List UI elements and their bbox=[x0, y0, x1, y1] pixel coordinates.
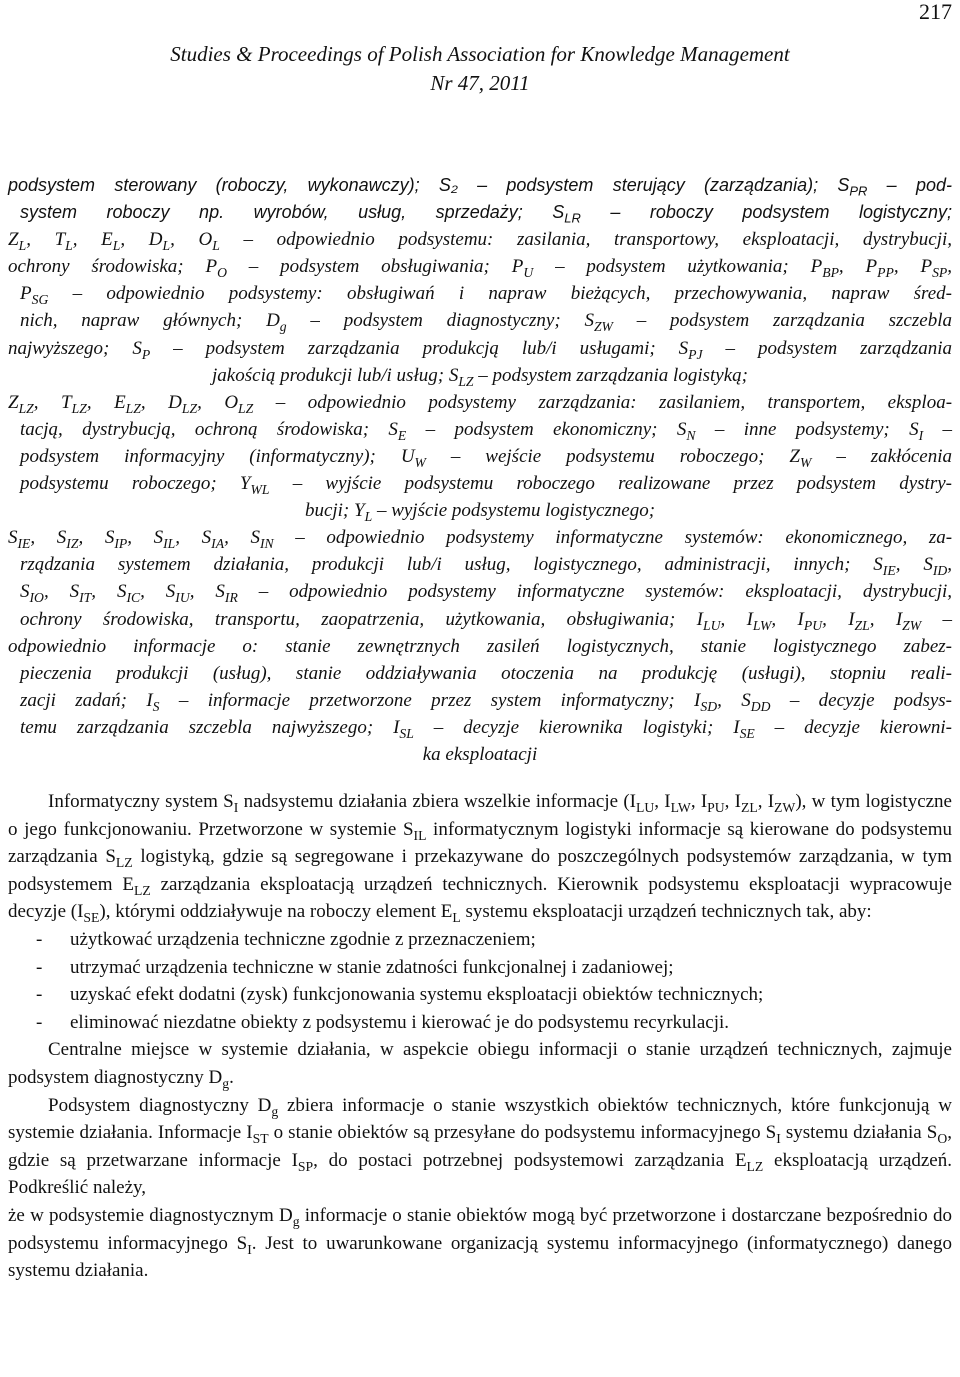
list-item-text: eliminować niezdatne obiekty z podsystemu i kierować je do podsystemu recyrkulacji. bbox=[70, 1011, 729, 1033]
legend-line: $Z_{LZ}$, $T_{LZ}$, $E_{LZ}$, $D_{LZ}$, $O_{LZ}$ – odpowiednio podsystemy zarządzania: zasilaniem, transportem, eksploa- bbox=[8, 391, 953, 416]
list-dash: - bbox=[36, 956, 43, 978]
list-dash: - bbox=[36, 1011, 43, 1033]
legend-line: $S_{IO}$, $S_{IT}$, $S_{IC}$, $S_{IU}$, $S_{IR}$ – odpowiednio podsystemy informatyczne systemów: eksploatacji, dystrybucji, bbox=[20, 581, 953, 606]
requirements-list bbox=[8, 926, 952, 1036]
paragraph-1: Informatyczny system $S_I$ nadsystemu działania zbiera wszelkie informacje ($I_{LU}$, $I_{LW}$, $I_{PU}$, $I_{ZL}$, $I_{ZW}$), w tym logistyczne o jego funkcjonowaniu. Przetworzone w systemie $S_{IL}$ informatycznym logistyki informacje są kierowane do podsystemu zarządzania $S_{LZ}$ logistyką, gdzie są segregowane i przekazywane do poszczególnych podsystemów zarządzania, w tym podsystemem $E_{LZ}$ zarządzania eksploatacją urządzeń technicznych. Kierownik podsystemu eksploatacji wypracowuje decyzje $(I_{SE})$, którymi oddziaływuje na roboczy element $E_L$ systemu eksploatacji urządzeń technicznych tak, aby: bbox=[8, 791, 952, 926]
legend-line: ochrony środowiska, transportu, zaopatrzenia, użytkowania, obsługiwania; $I_{LU}$, $I_{LW}$, $I_{PU}$, $I_{ZL}$, $I_{ZW}$ – bbox=[20, 608, 953, 633]
list-item-text: utrzymać urządzenia techniczne w stanie zdatności funkcjonalnej i zadaniowej; bbox=[70, 956, 674, 978]
legend-line: nich, napraw głównych; $D_g$ – podsystem diagnostyczny; $S_{ZW}$ – podsystem zarządzania szczebla bbox=[20, 310, 952, 335]
list-item bbox=[8, 981, 952, 1009]
legend-line: system roboczy np. wyrobów, usług, sprzedaży; $S_{LR}$ – roboczy podsystem logistyczny; bbox=[20, 202, 952, 226]
list-item bbox=[8, 1009, 952, 1037]
legend-line: ka eksploatacji bbox=[422, 743, 538, 765]
legend-line: odpowiednio informacje o: stanie zewnętrznych zasileń logistycznych, stanie logistycznego zabez- bbox=[8, 635, 952, 657]
list-item-text: uzyskać efekt dodatni (zysk) funkcjonowania systemu eksploatacji obiektów technicznych; bbox=[70, 984, 764, 1006]
legend-line: rządzania systemem działania, produkcji lub/i usług, logistycznego, administracji, innych; $S_{IE}$, $S_{ID}$, bbox=[20, 554, 953, 579]
list-item-text: użytkować urządzenia techniczne zgodnie z przeznaczeniem; bbox=[70, 928, 536, 950]
journal-title: Studies & Proceedings of Polish Association for Knowledge Management bbox=[170, 42, 790, 66]
list-item bbox=[8, 954, 952, 982]
legend-line: $P_{SG}$ – odpowiednio podsystemy: obsługiwań i napraw bieżących, przechowywania, napraw śred- bbox=[20, 283, 952, 308]
legend-line: podsystemu roboczego; $Y_{WL}$ – wyjście podsystemu roboczego realizowane przez podsystem dystry- bbox=[20, 473, 952, 497]
paragraph-3: Podsystem diagnostyczny $D_g$ zbiera informacje o stanie wszystkich obiektów technicznych, które funkcjonują w systemie działania. Informacje $I_{ST}$ o stanie obiektów są przesyłane do podsystemu informacyjnego $S_I$ systemu działania $S_O$, gdzie są przetwarzane informacje $I_{SP}$, do postaci potrzebnej podsystemowi zarządzania $E_{LZ}$ eksploatacją urządzeń. Podkreślić należy, bbox=[8, 1094, 952, 1199]
figure-legend bbox=[8, 172, 952, 768]
running-header bbox=[0, 40, 960, 98]
list-dash: - bbox=[36, 928, 43, 950]
paragraph-4: że w podsystemie diagnostycznym $D_g$ informacje o stanie obiektów mogą być przetworzone i dostarczane bezpośrednio do podsystemu informacyjnego $S_I$. Jest to uwarunkowane organizacją systemu informacyjnego (informatycznego) danego systemu działania. bbox=[8, 1204, 952, 1282]
legend-line: $Z_L$, $T_L$, $E_L$, $D_L$, $O_L$ – odpowiednio podsystemu: zasilania, transportowy, eksploatacji, dystrybucji, bbox=[8, 229, 953, 253]
paragraph-2: Centralne miejsce w systemie działania, w aspekcie obiegu informacji o stanie urządzeń technicznych, zajmuje podsystem diagnostyczny $D_g$. bbox=[8, 1039, 952, 1091]
list-dash: - bbox=[36, 984, 43, 1006]
legend-line: bucji; $Y_L$ – wyjście podsystemu logistycznego; bbox=[304, 500, 656, 524]
list-item bbox=[8, 926, 952, 954]
journal-issue: Nr 47, 2011 bbox=[430, 71, 530, 95]
legend-line: jakością produkcji lub/i usług; $S_{LZ}$ – podsystem zarządzania logistyką; bbox=[212, 364, 748, 389]
page-number: 217 bbox=[919, 0, 952, 24]
legend-line: ochrony środowiska; $P_O$ – podsystem obsługiwania; $P_U$ – podsystem użytkowania; $P_{BP}$, $P_{PP}$, $P_{SP}$, bbox=[8, 256, 952, 281]
legend-line: $S_{IE}$, $S_{IZ}$, $S_{IP}$, $S_{IL}$, $S_{IA}$, $S_{IN}$ – odpowiednio podsystemy informatyczne systemów: ekonomicznego, za- bbox=[8, 527, 953, 552]
legend-line: podsystem sterowany (roboczy, wykonawczy); S₂ – podsystem sterujący (zarządzania); $S_{PR} - pod-$ bbox=[8, 175, 952, 199]
legend-line: najwyższego; $S_P$ – podsystem zarządzania produkcją lub/i usługami; $S_{PJ}$ – podsystem zarządzania bbox=[8, 337, 953, 362]
legend-line: temu zarządzania szczebla najwyższego; $I_{SL}$ – decyzje kierownika logistyki; $I_{SE}$ – decyzje kierowni- bbox=[20, 716, 952, 741]
legend-line: podsystem informacyjny (informatyczny); $U_W$ – wejście podsystemu roboczego; $Z_W$ – zakłócenia bbox=[20, 445, 952, 470]
body-text bbox=[8, 788, 952, 1285]
legend-line: tacją, dystrybucją, ochroną środowiska; $S_E$ – podsystem ekonomiczny; $S_N$ – inne podsystemy; $S_I$ – bbox=[20, 418, 953, 443]
legend-line: pieczenia produkcji (usług), stanie oddziaływania otoczenia na produkcję (usługi), stopniu reali- bbox=[20, 662, 952, 684]
legend-line: zacji zadań; $I_S$ – informacje przetworzone przez system informatyczny; $I_{SD}$, $S_{DD}$ – decyzje podsys- bbox=[20, 689, 952, 714]
